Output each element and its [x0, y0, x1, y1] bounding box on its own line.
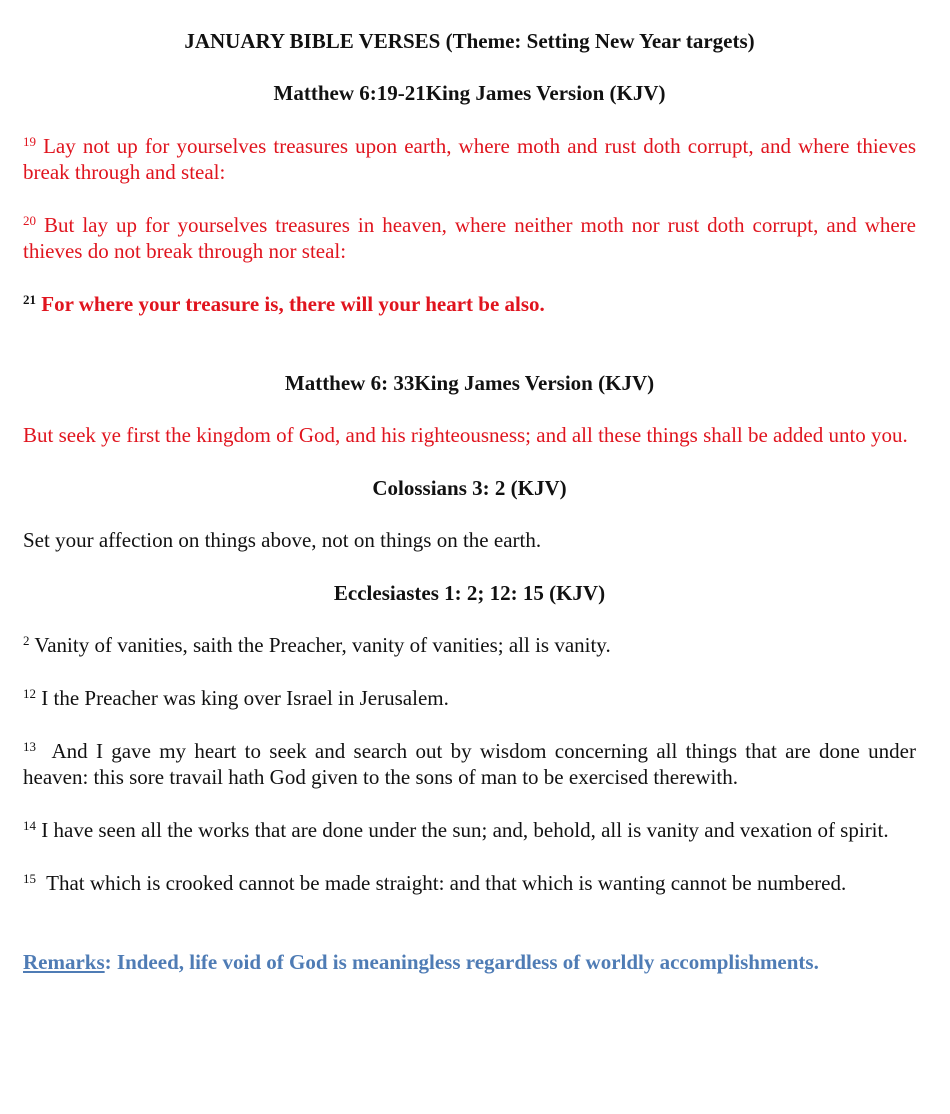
verse-colossians-3-2: [23, 527, 916, 553]
verse-text: And I gave my heart to seek and search out by wisdom concerning all things that are done under heaven: this sore travail hath God given to the sons of man to be exercised therewith.: [23, 739, 916, 789]
remarks-text: : Indeed, life void of God is meaningless regardless of worldly accomplishments.: [104, 950, 819, 974]
section-heading-colossians-3-2: Colossians 3: 2 (KJV): [372, 476, 567, 500]
verse-text: But lay up for yourselves treasures in heaven, where neither moth nor rust doth corrupt, and where thieves do not break through nor steal:: [23, 213, 916, 263]
verse-ecclesiastes-1-2: [23, 632, 916, 658]
section-heading-ecclesiastes: Ecclesiastes 1: 2; 12: 15 (KJV): [333, 581, 606, 605]
verse-ecclesiastes-12-15: [23, 870, 916, 896]
verse-number: 21: [23, 292, 36, 307]
verse-number: 2: [23, 633, 30, 648]
verse-matthew-6-20: [23, 212, 916, 264]
verse-text: Set your affection on things above, not on things on the earth.: [23, 528, 542, 552]
verse-text: That which is crooked cannot be made straight: and that which is wanting cannot be numbered.: [46, 871, 847, 895]
verse-number: 19: [23, 134, 36, 149]
verse-ecclesiastes-12-12: [23, 685, 916, 711]
verse-text: I the Preacher was king over Israel in Jerusalem.: [41, 686, 449, 710]
section-heading-matthew-6-33: Matthew 6: 33King James Version (KJV): [284, 371, 655, 395]
verse-text: I have seen all the works that are done under the sun; and, behold, all is vanity and vexation of spirit.: [41, 818, 889, 842]
verse-ecclesiastes-12-14: [23, 817, 916, 843]
remarks-label: Remarks: [23, 950, 105, 974]
verse-text: For where your treasure is, there will your heart be also.: [41, 292, 545, 316]
remarks: [23, 949, 916, 975]
verse-number: 13: [23, 739, 36, 754]
verse-text: Lay not up for yourselves treasures upon earth, where moth and rust doth corrupt, and where thieves break through and steal:: [23, 134, 916, 184]
verse-number: 14: [23, 818, 36, 833]
verse-text: Vanity of vanities, saith the Preacher, vanity of vanities; all is vanity.: [34, 633, 611, 657]
verse-text: But seek ye first the kingdom of God, and his righteousness; and all these things shall be added unto you.: [23, 423, 908, 447]
verse-matthew-6-33: [23, 422, 916, 448]
verse-ecclesiastes-12-13: [23, 738, 916, 790]
page-title: JANUARY BIBLE VERSES (Theme: Setting New Year targets): [184, 29, 755, 53]
section-heading-matthew-6-19-21: Matthew 6:19-21King James Version (KJV): [273, 81, 666, 105]
verse-number: 12: [23, 686, 36, 701]
verse-number: 20: [23, 213, 36, 228]
verse-matthew-6-19: [23, 133, 916, 185]
verse-number: 15: [23, 871, 36, 886]
verse-matthew-6-21: [23, 291, 916, 317]
